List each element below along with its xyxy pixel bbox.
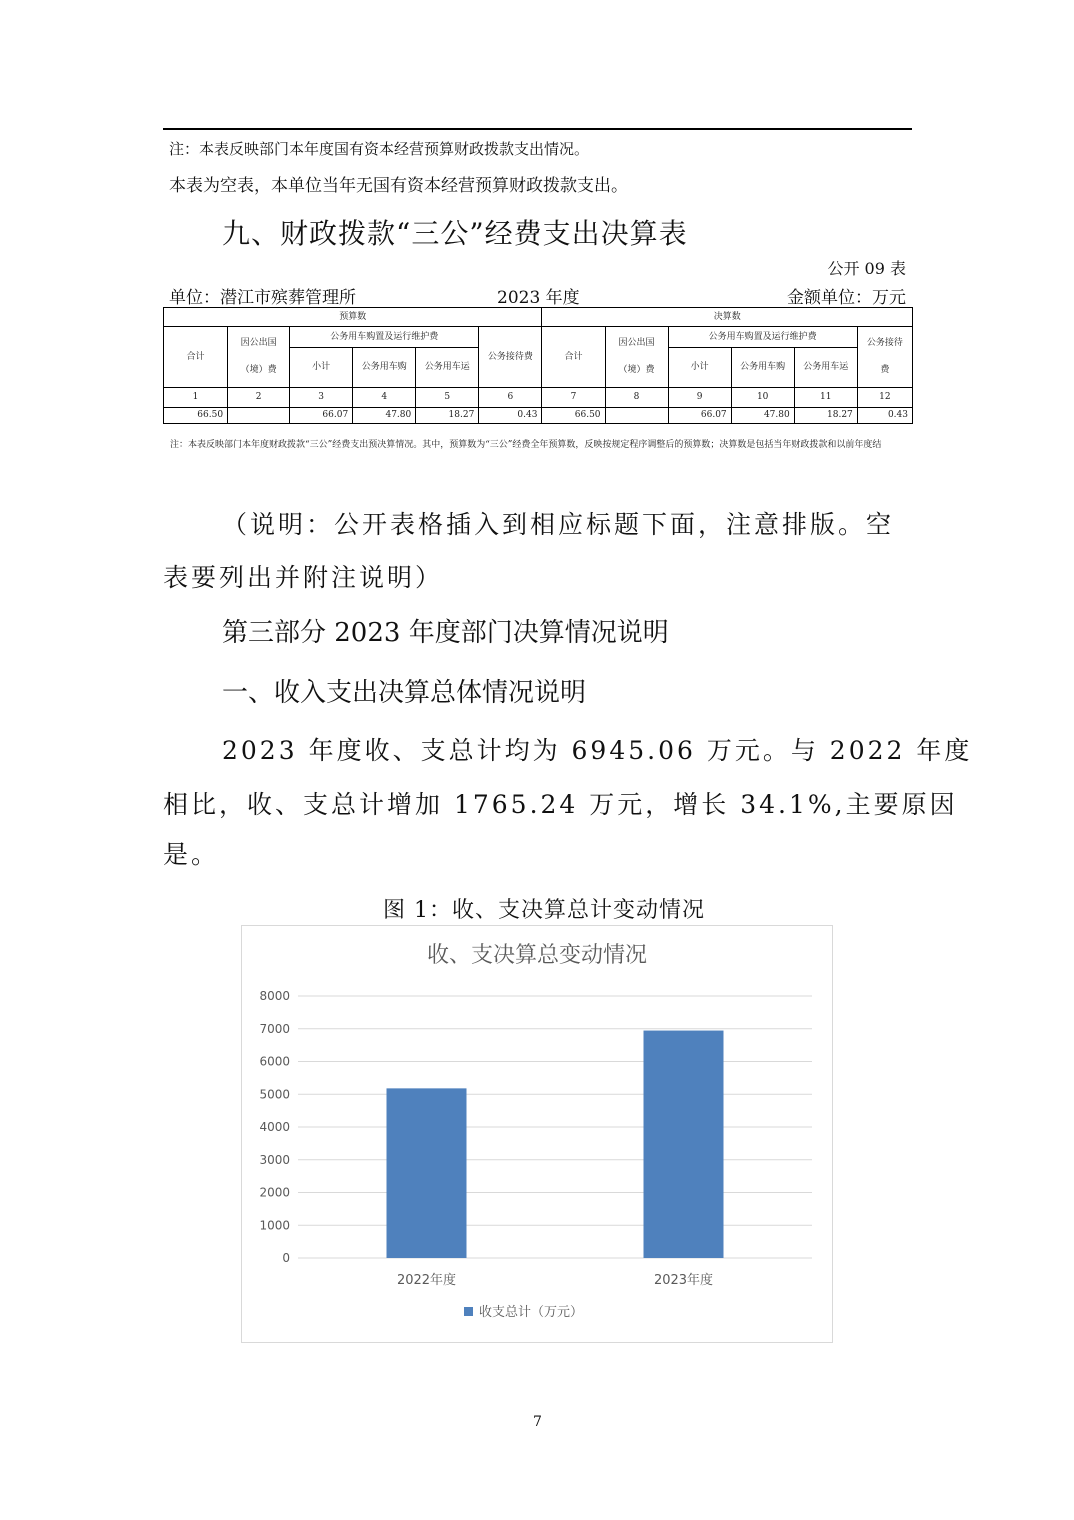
value-cell [605,408,668,424]
value-cell: 0.43 [479,408,542,424]
x-tick-label: 2023年度 [653,1273,714,1288]
bar [387,1088,467,1258]
instruction-line-2: 表要列出并附注说明） [163,563,444,592]
col-number: 7 [542,388,605,408]
budget-car-run-header: 公务用车运 [416,348,479,388]
col-number: 6 [479,388,542,408]
y-tick-label: 7000 [259,1021,290,1036]
final-header: 决算数 [542,308,913,327]
value-cell [228,408,290,424]
three-public-expense-table [163,307,913,424]
year-label: 2023 年度 [497,288,580,308]
abroad-line-1: 因公出国 [240,338,277,348]
final-total-header: 合计 [542,327,605,388]
empty-table-note: 本表为空表，本单位当年无国有资本经营预算财政拨款支出。 [169,176,628,196]
table-note: 注：本表反映部门本年度财政拨款“三公”经费支出预决算情况。其中，预算数为“三公”经费全年预算数，反映按规定程序调整后的预算数；决算数是包括当年财政拨款和以前年度结 [170,440,882,450]
budget-reception-header: 公务接待费 [479,327,542,388]
budget-car-purchase-header: 公务用车购 [353,348,416,388]
value-cell: 0.43 [857,408,912,424]
col-number: 8 [605,388,668,408]
y-tick-label: 2000 [259,1185,290,1200]
value-cell: 18.27 [416,408,479,424]
unit-label: 单位：潜江市殡葬管理所 [169,288,356,308]
y-tick-label: 1000 [259,1218,290,1233]
value-cell: 66.50 [164,408,228,424]
budget-subtotal-header: 小计 [290,348,353,388]
bar-chart [241,925,833,1343]
col-number: 12 [857,388,912,408]
x-tick-label: 2022年度 [396,1273,457,1288]
final-car-purchase-header: 公务用车购 [731,348,794,388]
col-number: 1 [164,388,228,408]
col-number: 9 [668,388,731,408]
money-unit: 金额单位：万元 [787,288,906,308]
reception-line-2: 费 [880,365,890,375]
value-cell: 66.07 [290,408,353,424]
final-abroad-header [605,327,668,388]
col-number: 10 [731,388,794,408]
budget-abroad-header [228,327,290,388]
bar-chart-svg [242,926,832,1342]
col-number: 3 [290,388,353,408]
budget-total-header: 合计 [164,327,228,388]
y-tick-label: 8000 [259,989,290,1003]
col-number: 2 [228,388,290,408]
col-number: 4 [353,388,416,408]
part-title: 第三部分 2023 年度部门决算情况说明 [222,618,669,648]
top-note: 注：本表反映部门本年度国有资本经营预算财政拨款支出情况。 [169,140,590,158]
value-cell: 47.80 [353,408,416,424]
y-tick-label: 0 [282,1251,290,1265]
top-rule [163,128,912,130]
value-cell: 18.27 [794,408,857,424]
abroad-line-1: 因公出国 [618,338,655,348]
body-line-3: 是。 [163,840,220,869]
reception-line-1: 公务接待 [866,338,903,348]
instruction-line-1: （说明：公开表格插入到相应标题下面，注意排版。空 [222,510,895,539]
figure-caption: 图 1：收、支决算总计变动情况 [383,898,705,923]
final-car-run-header: 公务用车运 [794,348,857,388]
y-tick-label: 5000 [259,1087,290,1102]
chart-title: 收、支决算总变动情况 [426,943,648,968]
value-cell: 66.07 [668,408,731,424]
y-tick-label: 3000 [259,1152,290,1167]
budget-car-group-header: 公务用车购置及运行维护费 [290,327,479,348]
legend-swatch [464,1307,473,1316]
bar [644,1031,724,1258]
page-number: 7 [533,1414,542,1430]
y-tick-label: 6000 [259,1054,290,1069]
body-line-2: 相比，收、支总计增加 1765.24 万元，增长 34.1%,主要原因 [163,790,958,819]
legend-label: 收支总计（万元） [479,1305,584,1320]
subsection-title: 一、收入支出决算总体情况说明 [222,678,587,708]
section-title: 九、财政拨款“三公”经费支出决算表 [222,217,688,250]
final-reception-header [857,327,912,388]
final-car-group-header: 公务用车购置及运行维护费 [668,327,857,348]
y-tick-label: 4000 [259,1120,290,1134]
col-number: 5 [416,388,479,408]
abroad-line-2: （境）费 [240,365,277,375]
form-code: 公开 09 表 [827,259,906,278]
body-line-1: 2023 年度收、支总计均为 6945.06 万元。与 2022 年度 [222,736,973,765]
value-cell: 47.80 [731,408,794,424]
budget-header: 预算数 [164,308,542,327]
abroad-line-2: （境）费 [618,365,655,375]
col-number: 11 [794,388,857,408]
final-subtotal-header: 小计 [668,348,731,388]
value-cell: 66.50 [542,408,605,424]
